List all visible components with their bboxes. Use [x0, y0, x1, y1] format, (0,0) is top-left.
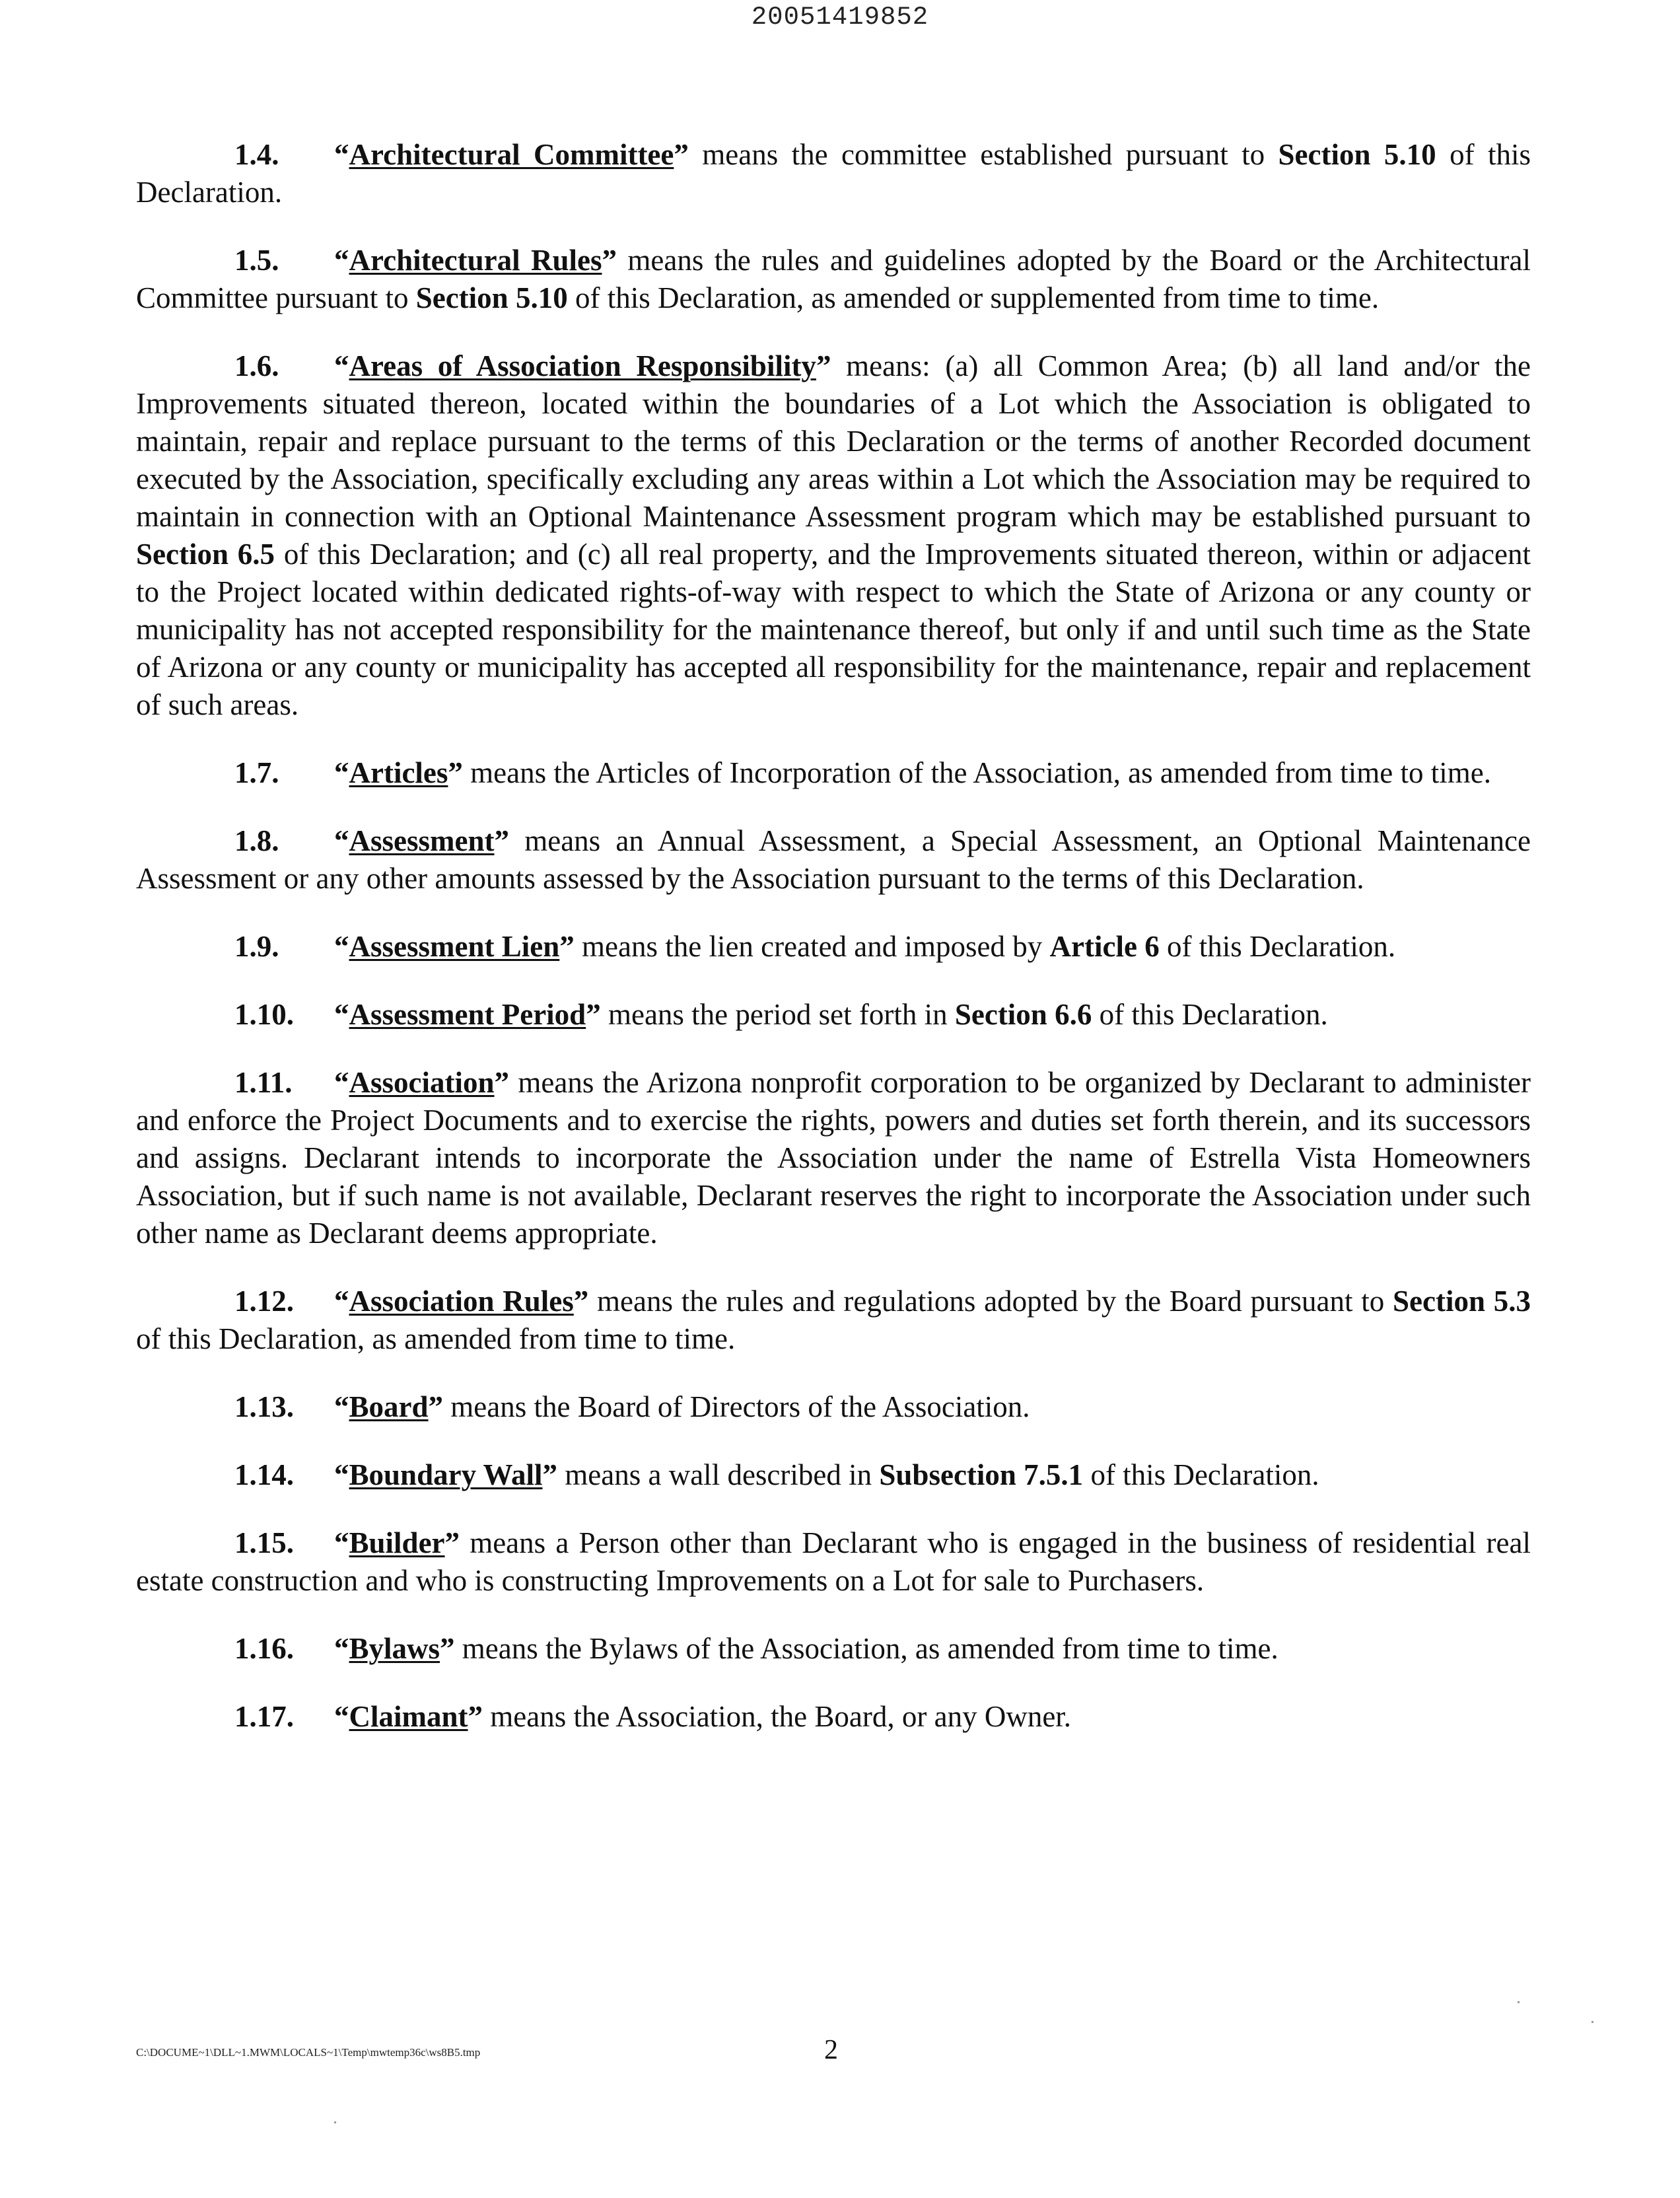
footer-file-path: C:\DOCUME~1\DLL~1.MWM\LOCALS~1\Temp\mwtemp36c\ws8B5.tmp — [136, 2046, 481, 2059]
defined-term: Boundary Wall — [349, 1458, 543, 1491]
defined-term: Board — [349, 1390, 429, 1423]
open-quote: “ — [334, 1700, 349, 1733]
definition-text: means the Association, the Board, or any Owner. — [490, 1700, 1072, 1733]
open-quote: “ — [334, 1458, 349, 1491]
definition-number: 1.13. — [234, 1390, 294, 1423]
definition-number: 1.15. — [234, 1526, 294, 1559]
scan-speck — [1518, 2001, 1520, 2003]
definition-text: means: (a) all Common Area; (b) all land and/or the Improvements situated thereon, located within the boundaries of a Lot which the Association is obligated to maintain, repair and replace pursuant to the terms of this Declaration or the terms of another Recorded document executed by the Association, specifically excluding any areas within a Lot which the Association may be required to maintain in connection with an Optional Maintenance Assessment program which may be established pursuant to — [136, 349, 1531, 533]
definition-number: 1.9. — [234, 930, 279, 963]
close-quote: ” — [816, 349, 847, 382]
definition-number: 1.8. — [234, 824, 279, 857]
close-quote: ” — [448, 756, 471, 789]
open-quote: “ — [334, 244, 349, 277]
definition-1-11 — [136, 1064, 1531, 1252]
defined-term: Architectural Rules — [349, 244, 602, 277]
close-quote: ” — [542, 1458, 565, 1491]
open-quote: “ — [334, 998, 349, 1031]
close-quote: ” — [444, 1526, 470, 1559]
section-reference: Section 5.3 — [1393, 1285, 1531, 1318]
definition-text: of this Declaration. — [136, 138, 1531, 209]
definition-1-8 — [136, 822, 1531, 898]
definition-1-9 — [136, 928, 1531, 966]
definition-text: of this Declaration, as amended or supplemented from time to time. — [567, 281, 1380, 314]
defined-term: Claimant — [349, 1700, 468, 1733]
close-quote: ” — [602, 244, 628, 277]
defined-term: Articles — [349, 756, 448, 789]
definition-1-17 — [136, 1698, 1531, 1736]
open-quote: “ — [334, 1285, 349, 1318]
definition-text: means the rules and regulations adopted by the Board pursuant to — [597, 1285, 1393, 1318]
section-reference: Section 6.6 — [954, 998, 1092, 1031]
definition-text: of this Declaration; and (c) all real property, and the Improvements situated thereon, within or adjacent to the Project located within dedicated rights-of-way with respect to which the State of Arizona or any county or municipality has not accepted responsibility for the maintenance thereof, but only if and until such time as the State of Arizona or any county or municipality has accepted all responsibility for the maintenance, repair and replacement of such areas. — [136, 538, 1531, 721]
open-quote: “ — [334, 1632, 349, 1665]
definition-1-13 — [136, 1388, 1531, 1426]
definition-text: means the rules and guidelines adopted by the Board or the Architectural Committee pursuant to — [136, 244, 1531, 314]
definition-text: of this Declaration, as amended from time to time. — [136, 1322, 736, 1355]
definition-text: means a Person other than Declarant who is engaged in the business of residential real estate construction and who is constructing Improvements on a Lot for sale to Purchasers. — [136, 1526, 1531, 1597]
definition-text: of this Declaration. — [1092, 998, 1328, 1031]
definition-1-7 — [136, 754, 1531, 792]
definition-1-14 — [136, 1456, 1531, 1494]
definition-text: means the committee established pursuant to — [702, 138, 1278, 171]
close-quote: ” — [468, 1700, 491, 1733]
section-reference: Article 6 — [1049, 930, 1160, 963]
section-reference: Subsection 7.5.1 — [879, 1458, 1084, 1491]
close-quote: ” — [440, 1632, 462, 1665]
definition-text: means the period set forth in — [608, 998, 955, 1031]
definition-number: 1.17. — [234, 1700, 294, 1733]
definition-number: 1.11. — [234, 1066, 293, 1099]
definition-1-10 — [136, 996, 1531, 1034]
section-reference: Section 5.10 — [1278, 138, 1436, 171]
definition-number: 1.7. — [234, 756, 279, 789]
page-number: 2 — [824, 2035, 838, 2065]
definition-number: 1.5. — [234, 244, 279, 277]
definition-text: means the Articles of Incorporation of the Association, as amended from time to time. — [470, 756, 1492, 789]
definition-text: means the Board of Directors of the Association. — [450, 1390, 1030, 1423]
close-quote: ” — [573, 1285, 598, 1318]
definitions-body — [136, 136, 1531, 1766]
defined-term: Assessment — [349, 824, 495, 857]
close-quote: ” — [494, 824, 525, 857]
definition-1-15 — [136, 1524, 1531, 1600]
definition-text: means an Annual Assessment, a Special Assessment, an Optional Maintenance Assessment or any other amounts assessed by the Association pursuant to the terms of this Declaration. — [136, 824, 1531, 895]
document-number: 20051419852 — [751, 3, 929, 32]
definition-number: 1.12. — [234, 1285, 294, 1318]
defined-term: Association Rules — [349, 1285, 574, 1318]
open-quote: “ — [334, 1066, 349, 1099]
scan-speck — [334, 2121, 336, 2123]
defined-term: Architectural Committee — [349, 138, 674, 171]
definition-1-4 — [136, 136, 1531, 211]
close-quote: ” — [428, 1390, 451, 1423]
definition-text: means a wall described in — [565, 1458, 880, 1491]
definition-number: 1.10. — [234, 998, 294, 1031]
section-reference: Section 6.5 — [136, 538, 275, 571]
open-quote: “ — [334, 349, 349, 382]
open-quote: “ — [334, 1390, 349, 1423]
open-quote: “ — [334, 824, 349, 857]
definition-text: means the Arizona nonprofit corporation to be organized by Declarant to administer and enforce the Project Documents and to exercise the rights, powers and duties set forth therein, and its successors and assigns. Declarant intends to incorporate the Association under the name of Estrella Vista Homeowners Association, but if such name is not available, Declarant reserves the right to incorporate the Association under such other name as Declarant deems appropriate. — [136, 1066, 1531, 1250]
open-quote: “ — [334, 1526, 349, 1559]
defined-term: Assessment Period — [349, 998, 586, 1031]
defined-term: Bylaws — [349, 1632, 440, 1665]
defined-term: Builder — [349, 1526, 445, 1559]
definition-text: means the Bylaws of the Association, as amended from time to time. — [462, 1632, 1278, 1665]
definition-1-12 — [136, 1283, 1531, 1358]
definition-number: 1.6. — [234, 349, 279, 382]
open-quote: “ — [334, 138, 349, 171]
definition-1-5 — [136, 242, 1531, 317]
defined-term: Association — [349, 1066, 495, 1099]
close-quote: ” — [494, 1066, 518, 1099]
defined-term: Assessment Lien — [349, 930, 560, 963]
definition-text: means the lien created and imposed by — [582, 930, 1050, 963]
definition-1-16 — [136, 1630, 1531, 1668]
close-quote: ” — [674, 138, 703, 171]
definition-number: 1.16. — [234, 1632, 294, 1665]
definition-number: 1.4. — [234, 138, 279, 171]
section-reference: Section 5.10 — [415, 281, 568, 314]
definition-text: of this Declaration. — [1083, 1458, 1319, 1491]
open-quote: “ — [334, 930, 349, 963]
open-quote: “ — [334, 756, 349, 789]
definition-1-6 — [136, 347, 1531, 724]
scan-speck — [1592, 2021, 1593, 2023]
close-quote: ” — [586, 998, 608, 1031]
definition-number: 1.14. — [234, 1458, 294, 1491]
definition-text: of this Declaration. — [1159, 930, 1396, 963]
defined-term: Areas of Association Responsibility — [349, 349, 816, 382]
close-quote: ” — [559, 930, 582, 963]
